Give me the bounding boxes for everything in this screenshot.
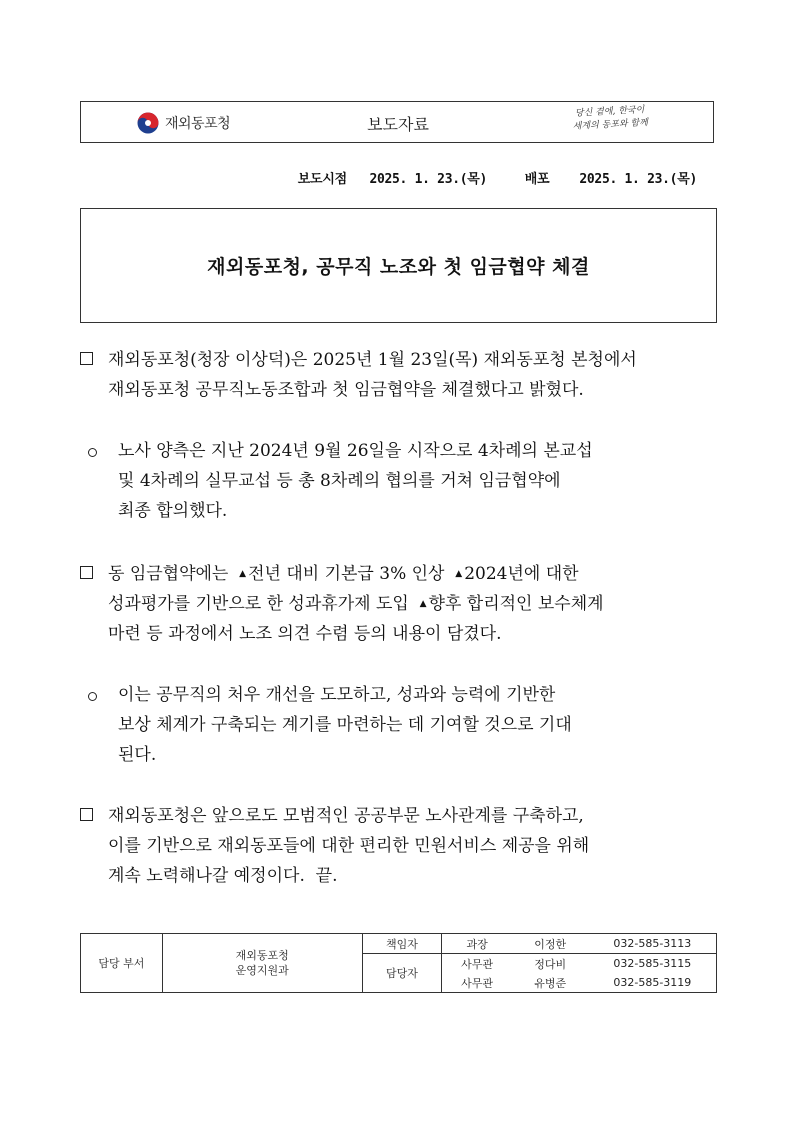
triangle-bullet-icon: ▲ xyxy=(419,599,427,609)
paragraph-2-line-3: 최종 합의했다. xyxy=(118,501,228,521)
contact-title: 과장 xyxy=(442,934,512,954)
logo-text: 재외동포청 xyxy=(165,116,231,132)
paragraph-2 xyxy=(118,436,716,526)
paragraph-4-line-2: 보상 체계가 구축되는 계기를 마련하는 데 기여할 것으로 기대 xyxy=(118,715,572,735)
paragraph-5 xyxy=(108,801,716,891)
paragraph-3 xyxy=(108,559,716,649)
responsible-label: 책임자 xyxy=(362,934,442,954)
header-box xyxy=(80,101,714,143)
circle-bullet-icon xyxy=(88,681,97,711)
table-row xyxy=(81,934,717,954)
contact-name: 정다비 xyxy=(512,954,589,974)
embargo-date: 2025. 1. 23.(목) xyxy=(369,172,488,187)
release-line xyxy=(298,168,697,187)
distribution-date: 2025. 1. 23.(목) xyxy=(579,172,697,187)
paragraph-4 xyxy=(118,680,716,770)
paragraph-5-line-2: 이를 기반으로 재외동포들에 대한 편리한 민원서비스 제공을 위해 xyxy=(108,836,590,856)
end-mark: 끝. xyxy=(315,866,338,886)
triangle-bullet-icon: ▲ xyxy=(239,569,247,579)
contact-phone: 032-585-3115 xyxy=(589,954,717,974)
triangle-bullet-icon: ▲ xyxy=(455,569,463,579)
contact-phone: 032-585-3119 xyxy=(589,973,717,993)
document-type: 보도자료 xyxy=(367,115,429,134)
slogan-line-2: 세계의 동포와 함께 xyxy=(572,118,649,132)
square-bullet-icon xyxy=(80,801,93,831)
paragraph-1 xyxy=(108,345,716,375)
paragraph-1-cont xyxy=(108,375,716,405)
title-box xyxy=(80,208,717,323)
square-bullet-icon xyxy=(80,559,93,589)
contact-title: 사무관 xyxy=(442,973,512,993)
slogan-line-1: 당신 곁에, 한국이 xyxy=(574,105,645,119)
page-title: 재외동포청, 공무직 노조와 첫 임금협약 체결 xyxy=(207,256,590,278)
paragraph-3-line-3: 마련 등 과정에서 노조 의견 수렴 등의 내용이 담겼다. xyxy=(108,624,502,644)
paragraph-2-line-1: 노사 양측은 지난 2024년 9월 26일을 시작으로 4차례의 본교섭 xyxy=(118,441,593,461)
contact-name: 유병준 xyxy=(512,973,589,993)
paragraph-3-line-1: 동 임금협약에는 ▲ 전년 대비 기본급 3% 인상 ▲ 2024년에 대한 xyxy=(108,564,579,584)
paragraph-1-line-1: 재외동포청(청장 이상덕)은 2025년 1월 23일(목) 재외동포청 본청에서 xyxy=(108,350,637,370)
paragraph-5-line-3: 계속 노력해나갈 예정이다. 끝. xyxy=(108,866,338,886)
embargo-label: 보도시점 xyxy=(297,172,347,187)
contact-phone: 032-585-3113 xyxy=(589,934,717,954)
distribution-label: 배포 xyxy=(524,172,550,187)
square-bullet-icon xyxy=(80,345,93,375)
dept-name: 재외동포청 운영지원과 xyxy=(162,934,362,993)
paragraph-1-line-2: 재외동포청 공무직노동조합과 첫 임금협약을 체결했다고 밝혔다. xyxy=(108,380,584,400)
contact-title: 사무관 xyxy=(442,954,512,974)
paragraph-3-line-2: 성과평가를 기반으로 한 성과휴가제 도입 ▲ 향후 합리적인 보수체계 xyxy=(108,594,604,614)
contact-table xyxy=(80,933,717,993)
circle-bullet-icon xyxy=(88,437,97,467)
dept-label: 담당 부서 xyxy=(81,934,163,993)
paragraph-4-line-3: 된다. xyxy=(118,745,157,765)
paragraph-2-line-2: 및 4차례의 실무교섭 등 총 8차례의 협의를 거쳐 임금협약에 xyxy=(118,471,561,491)
paragraph-4-line-1: 이는 공무직의 처우 개선을 도모하고, 성과와 능력에 기반한 xyxy=(118,685,556,705)
paragraph-5-line-1: 재외동포청은 앞으로도 모범적인 공공부문 노사관계를 구축하고, xyxy=(108,806,584,826)
staff-label: 담당자 xyxy=(362,954,442,993)
contact-name: 이정한 xyxy=(512,934,589,954)
